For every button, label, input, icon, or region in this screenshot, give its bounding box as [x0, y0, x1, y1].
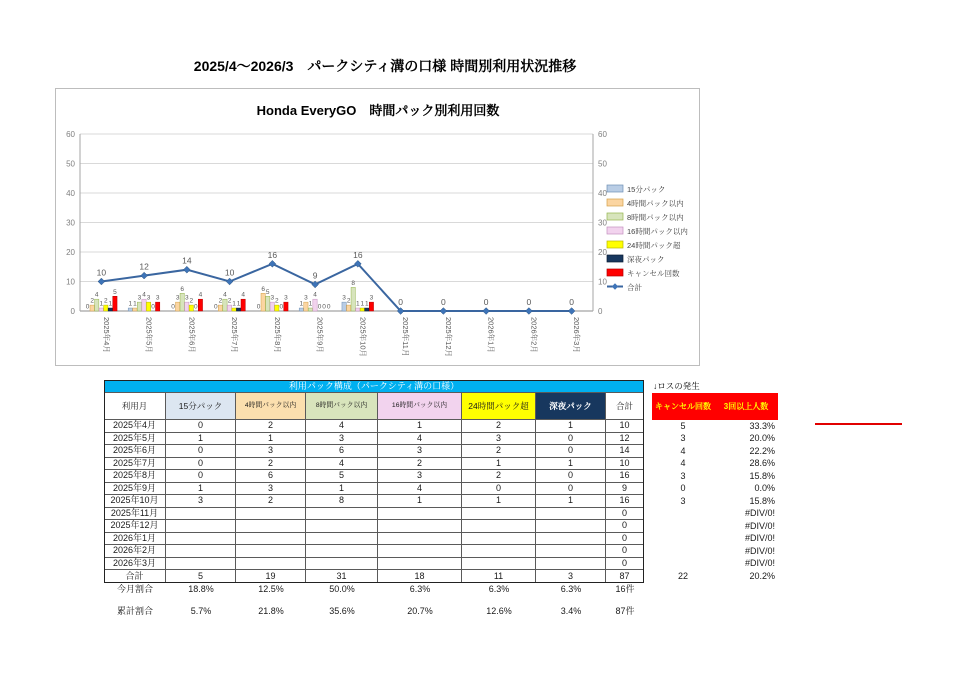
svg-text:10: 10 [96, 267, 107, 278]
month-cell: 2025年8月 [104, 470, 166, 483]
rate-cell: 33.3% [749, 420, 775, 431]
value-cell [462, 520, 536, 533]
rate-cell: #DIV/0! [744, 558, 775, 569]
value-cell: 0 [536, 433, 606, 446]
value-cell [536, 533, 606, 546]
value-cell [236, 545, 306, 558]
total-cell: 0 [606, 508, 644, 521]
svg-text:0: 0 [441, 297, 446, 307]
svg-text:2: 2 [274, 297, 279, 305]
x-axis-labels [102, 317, 582, 357]
svg-text:0: 0 [483, 297, 489, 307]
value-cell: 1 [236, 433, 306, 446]
svg-text:0: 0 [256, 303, 261, 311]
svg-text:2: 2 [346, 297, 351, 305]
value-cell [236, 508, 306, 521]
value-cell [306, 545, 378, 558]
column-header: 合計 [606, 393, 644, 420]
value-cell: 2 [236, 458, 306, 471]
svg-text:30: 30 [66, 218, 75, 228]
usage-chart [55, 88, 700, 366]
svg-text:キャンセル回数: キャンセル回数 [627, 269, 680, 278]
total-line [94, 249, 575, 315]
svg-text:1: 1 [365, 300, 369, 308]
svg-text:3: 3 [284, 294, 288, 302]
value-cell: 2 [462, 445, 536, 458]
value-cell: 1 [378, 420, 462, 433]
svg-text:0: 0 [326, 303, 331, 311]
total-row-value: 31 [306, 570, 378, 583]
value-cell: 1 [166, 433, 236, 446]
value-cell: 1 [166, 483, 236, 496]
value-cell: 2 [236, 495, 306, 508]
month-cell: 2025年12月 [104, 520, 166, 533]
value-cell: 4 [378, 433, 462, 446]
cancel-cell: 4 [680, 445, 686, 456]
usage-table-grid [104, 380, 784, 618]
value-cell [462, 508, 536, 521]
usage-table [104, 380, 784, 618]
svg-text:0: 0 [194, 303, 198, 311]
svg-text:2025年11月: 2025年11月 [401, 317, 411, 357]
month-cell: 2025年6月 [104, 445, 166, 458]
svg-text:8: 8 [351, 279, 356, 287]
svg-text:3: 3 [175, 294, 180, 302]
svg-text:0: 0 [151, 303, 155, 311]
total-row-value: 11 [462, 570, 536, 583]
svg-text:2025年7月: 2025年7月 [230, 317, 240, 353]
value-cell [306, 520, 378, 533]
svg-text:4: 4 [198, 291, 203, 299]
total-row-total: 87 [606, 570, 644, 583]
cumulative-ratio-value: 5.7% [190, 606, 212, 616]
total-row-value: 19 [236, 570, 306, 583]
svg-text:2: 2 [189, 297, 194, 305]
month-ratio-total: 16件 [615, 584, 635, 594]
value-cell [236, 558, 306, 571]
value-cell: 1 [536, 420, 606, 433]
svg-text:50: 50 [598, 159, 607, 169]
svg-text:4: 4 [223, 291, 227, 299]
svg-text:1: 1 [355, 300, 360, 308]
svg-text:6: 6 [180, 285, 185, 293]
svg-text:50: 50 [66, 159, 75, 169]
svg-text:2025年9月: 2025年9月 [315, 317, 325, 353]
svg-text:60: 60 [598, 130, 607, 139]
svg-text:2025年10月: 2025年10月 [358, 317, 368, 358]
svg-text:2025年8月: 2025年8月 [272, 317, 282, 353]
cumulative-ratio-value: 20.7% [407, 606, 433, 616]
total-cell: 0 [606, 533, 644, 546]
svg-text:1: 1 [299, 300, 304, 308]
value-cell [462, 558, 536, 571]
value-cell [462, 533, 536, 546]
cancel-cell [652, 533, 714, 546]
total-cell: 10 [606, 420, 644, 433]
value-cell [536, 508, 606, 521]
value-cell: 0 [536, 470, 606, 483]
value-cell: 4 [378, 483, 462, 496]
svg-text:0: 0 [322, 303, 326, 311]
month-ratio-value: 6.3% [560, 584, 582, 594]
cancel-cell [652, 558, 714, 571]
total-row-value: 5 [166, 570, 236, 583]
svg-text:4: 4 [94, 291, 99, 299]
svg-text:0: 0 [214, 303, 218, 311]
value-cell [378, 545, 462, 558]
cancel-cell: 0 [680, 483, 686, 494]
cumulative-ratio-value: 21.8% [258, 606, 284, 616]
chart-canvas [56, 89, 699, 365]
total-cell: 16 [606, 495, 644, 508]
svg-text:1: 1 [308, 300, 313, 308]
svg-text:0: 0 [398, 297, 403, 307]
total-row-label: 合計 [104, 570, 166, 583]
value-cell [306, 508, 378, 521]
cancel-cell: 5 [680, 420, 686, 431]
column-header: 24時間パック超 [462, 393, 536, 420]
value-cell: 4 [306, 420, 378, 433]
svg-text:2: 2 [218, 297, 223, 305]
value-cell: 3 [378, 470, 462, 483]
svg-text:3: 3 [342, 294, 346, 302]
cancel-cell: 3 [680, 470, 686, 481]
page-title: 2025/4～2026/3 パークシティ溝の口様 時間別利用状況推移 [193, 58, 577, 74]
value-cell: 0 [166, 458, 236, 471]
cancel-cell: 4 [680, 458, 686, 469]
svg-text:2026年3月: 2026年3月 [572, 317, 582, 353]
month-cell: 2025年4月 [104, 420, 166, 433]
column-header: 15分パック [166, 393, 236, 420]
svg-text:1: 1 [99, 300, 104, 308]
chart-title: Honda EveryGO 時間パック別利用回数 [256, 103, 500, 118]
svg-text:20: 20 [598, 248, 607, 257]
month-cell: 2026年3月 [104, 558, 166, 571]
table-banner: 利用パック構成（パークシティ溝の口様） [104, 380, 644, 393]
svg-text:2025年4月: 2025年4月 [101, 317, 111, 353]
value-cell [236, 533, 306, 546]
svg-text:5: 5 [265, 288, 270, 296]
value-cell [166, 520, 236, 533]
rate-cell: 22.2% [749, 445, 775, 456]
svg-text:2: 2 [90, 297, 94, 305]
column-header: 16時間パック以内 [378, 393, 462, 420]
value-cell: 1 [462, 458, 536, 471]
svg-text:4: 4 [313, 291, 317, 299]
svg-text:0: 0 [598, 307, 603, 316]
value-cell [378, 520, 462, 533]
svg-text:0: 0 [279, 303, 284, 311]
chart-legend [607, 184, 688, 292]
rate-cell: #DIV/0! [744, 508, 775, 519]
svg-text:15分パック: 15分パック [627, 185, 666, 194]
month-ratio-label: 今月割合 [116, 584, 153, 594]
svg-text:40: 40 [598, 189, 607, 198]
value-cell: 0 [166, 445, 236, 458]
svg-text:10: 10 [224, 267, 235, 278]
svg-text:4: 4 [241, 291, 245, 299]
value-cell: 3 [166, 495, 236, 508]
value-cell: 4 [306, 458, 378, 471]
rate-cell: #DIV/0! [744, 545, 775, 556]
value-cell: 0 [166, 420, 236, 433]
value-cell: 2 [378, 458, 462, 471]
svg-text:10: 10 [66, 277, 75, 287]
value-cell [378, 533, 462, 546]
rate-cell: 15.8% [749, 470, 775, 481]
month-cell: 2025年11月 [104, 508, 166, 521]
svg-text:1: 1 [236, 300, 241, 308]
value-cell: 3 [378, 445, 462, 458]
value-cell: 2 [236, 420, 306, 433]
value-cell: 6 [306, 445, 378, 458]
total-row-value: 18 [378, 570, 462, 583]
total-row-cancel: 22 [677, 571, 688, 581]
value-cell: 1 [536, 458, 606, 471]
value-cell [462, 545, 536, 558]
alert-column-header: キャンセル回数 [652, 393, 714, 420]
svg-text:2026年1月: 2026年1月 [486, 317, 496, 353]
column-header: 利用月 [104, 393, 166, 420]
value-cell: 2 [462, 470, 536, 483]
value-cell: 2 [462, 420, 536, 433]
svg-text:3: 3 [304, 294, 308, 302]
value-cell [166, 533, 236, 546]
svg-text:60: 60 [66, 130, 75, 139]
gridlines [66, 130, 607, 316]
value-cell: 1 [306, 483, 378, 496]
month-ratio-value: 18.8% [188, 584, 214, 594]
svg-text:0: 0 [317, 303, 322, 311]
total-cell: 16 [606, 470, 644, 483]
svg-text:3: 3 [369, 294, 374, 302]
month-cell: 2025年9月 [104, 483, 166, 496]
month-ratio-value: 6.3% [409, 584, 431, 594]
svg-text:6: 6 [261, 285, 265, 293]
svg-text:5: 5 [113, 288, 117, 296]
total-cell: 14 [606, 445, 644, 458]
total-cell: 10 [606, 458, 644, 471]
rate-cell: #DIV/0! [744, 533, 775, 544]
column-header: 4時間パック以内 [236, 393, 306, 420]
svg-text:1: 1 [360, 300, 365, 308]
value-cell: 1 [462, 495, 536, 508]
value-cell [536, 520, 606, 533]
svg-text:合計: 合計 [627, 283, 642, 292]
value-cell [536, 545, 606, 558]
svg-text:30: 30 [598, 218, 607, 228]
svg-text:0: 0 [70, 307, 75, 316]
svg-text:9: 9 [312, 270, 318, 281]
svg-text:8時間パック以内: 8時間パック以内 [627, 213, 684, 222]
svg-text:14: 14 [182, 255, 192, 266]
value-cell: 5 [306, 470, 378, 483]
svg-text:2025年5月: 2025年5月 [144, 317, 154, 353]
svg-text:1: 1 [108, 300, 113, 308]
value-cell: 8 [306, 495, 378, 508]
value-cell: 0 [166, 470, 236, 483]
total-row-rate: 20.2% [749, 571, 775, 581]
svg-text:1: 1 [232, 300, 236, 308]
month-ratio-value: 6.3% [488, 584, 510, 594]
value-cell [306, 533, 378, 546]
column-header: 8時間パック以内 [306, 393, 378, 420]
month-cell: 2025年5月 [104, 433, 166, 446]
svg-text:0: 0 [85, 303, 90, 311]
svg-text:12: 12 [139, 261, 149, 272]
loss-label: ↓ロスの発生 [653, 381, 700, 392]
rate-cell: 0.0% [754, 483, 775, 494]
red-underline-shape [815, 423, 902, 425]
value-cell: 6 [236, 470, 306, 483]
svg-text:10: 10 [598, 277, 607, 287]
month-cell: 2026年2月 [104, 545, 166, 558]
rate-cell: 28.6% [749, 458, 775, 469]
column-header: 深夜パック [536, 393, 606, 420]
alert-column-header: 3回以上人数 [714, 393, 778, 420]
svg-text:2026年2月: 2026年2月 [529, 317, 539, 353]
value-cell: 3 [462, 433, 536, 446]
svg-text:2: 2 [227, 297, 232, 305]
svg-text:2025年12月: 2025年12月 [443, 317, 453, 358]
cumulative-ratio-total: 87件 [615, 606, 635, 616]
svg-text:24時間パック超: 24時間パック超 [627, 241, 681, 250]
value-cell [378, 558, 462, 571]
svg-text:0: 0 [569, 297, 574, 307]
svg-text:2025年6月: 2025年6月 [187, 317, 197, 353]
value-cell [306, 558, 378, 571]
svg-text:4: 4 [142, 291, 146, 299]
cumulative-ratio-value: 3.4% [560, 606, 582, 616]
svg-text:4時間パック以内: 4時間パック以内 [627, 199, 684, 208]
cumulative-ratio-value: 35.6% [329, 606, 355, 616]
svg-text:3: 3 [137, 294, 142, 302]
month-cell: 2026年1月 [104, 533, 166, 546]
value-cell: 0 [536, 483, 606, 496]
rate-cell: 20.0% [749, 433, 775, 444]
svg-text:0: 0 [526, 297, 532, 307]
cancel-cell [652, 520, 714, 533]
value-cell [536, 558, 606, 571]
total-row-value: 3 [536, 570, 606, 583]
rate-cell: #DIV/0! [744, 520, 775, 531]
cumulative-ratio-value: 12.6% [486, 606, 512, 616]
value-cell [166, 508, 236, 521]
month-ratio-value: 50.0% [329, 584, 355, 594]
total-cell: 0 [606, 558, 644, 571]
cumulative-ratio-label: 累計割合 [116, 606, 153, 616]
cancel-cell [652, 508, 714, 521]
rate-cell: 15.8% [749, 495, 775, 506]
value-cell [378, 508, 462, 521]
value-cell: 3 [306, 433, 378, 446]
svg-text:40: 40 [66, 189, 75, 198]
value-cell: 0 [462, 483, 536, 496]
svg-text:3: 3 [184, 294, 189, 302]
total-cell: 0 [606, 545, 644, 558]
svg-text:16: 16 [267, 249, 278, 260]
cancel-cell: 3 [680, 433, 686, 444]
total-cell: 12 [606, 433, 644, 446]
svg-text:0: 0 [171, 303, 175, 311]
svg-text:深夜パック: 深夜パック [627, 255, 665, 264]
svg-text:16時間パック以内: 16時間パック以内 [627, 227, 688, 236]
month-cell: 2025年7月 [104, 458, 166, 471]
svg-text:1: 1 [133, 300, 137, 308]
month-cell: 2025年10月 [104, 495, 166, 508]
svg-text:2: 2 [103, 297, 108, 305]
svg-text:3: 3 [155, 294, 160, 302]
value-cell: 1 [378, 495, 462, 508]
svg-text:3: 3 [270, 294, 275, 302]
value-cell: 3 [236, 445, 306, 458]
total-cell: 9 [606, 483, 644, 496]
svg-text:20: 20 [66, 248, 75, 257]
value-cell [166, 558, 236, 571]
cancel-cell: 3 [680, 495, 686, 506]
value-cell [236, 520, 306, 533]
month-ratio-value: 12.5% [258, 584, 284, 594]
value-cell [166, 545, 236, 558]
svg-text:3: 3 [146, 294, 151, 302]
cancel-cell [652, 545, 714, 558]
svg-text:1: 1 [128, 300, 133, 308]
value-cell: 1 [536, 495, 606, 508]
value-cell: 3 [236, 483, 306, 496]
value-cell: 0 [536, 445, 606, 458]
svg-text:16: 16 [353, 249, 363, 260]
total-cell: 0 [606, 520, 644, 533]
